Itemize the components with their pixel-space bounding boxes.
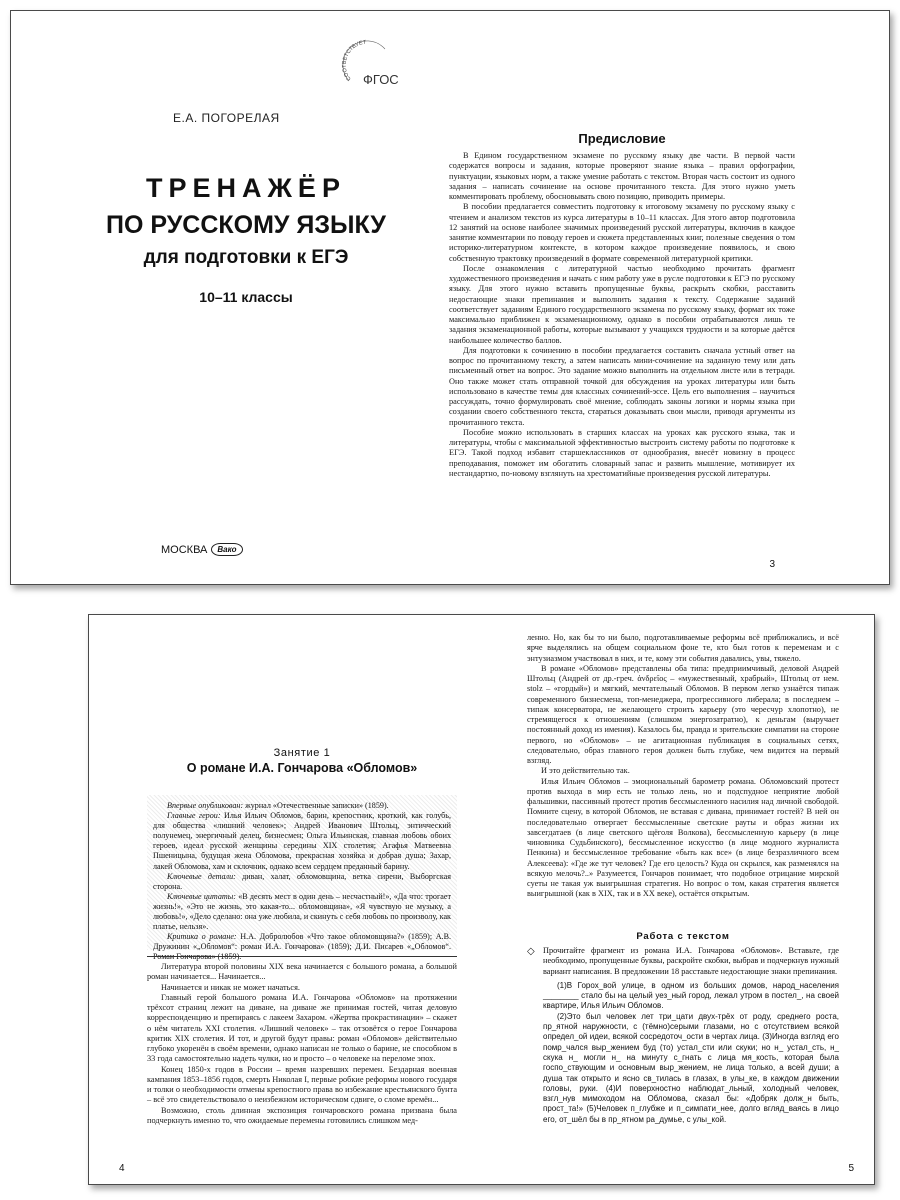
essay-paragraph: Литература второй половины XIX века начинается с большого романа, а большой роман начинается... Начинается... xyxy=(147,962,457,982)
fgos-arc-text: СООТВЕТСТВУЕТ xyxy=(341,39,367,82)
work-with-text-heading: Работа с текстом xyxy=(636,931,730,942)
preface-text xyxy=(449,151,795,479)
essay-left-column xyxy=(147,962,457,1126)
essay-paragraph: ленно. Но, как бы то ни было, подготавливаемые реформы всё приближались, и всё ярче выделялись на общем социальном фоне те, кто был готов к переменам и с энтузиазмом участвовал в них, и те, кому эти события давались, увы, тяжело. xyxy=(527,633,839,663)
fgos-text: ФГОС xyxy=(363,72,399,87)
essay-paragraph: И это действительно так. xyxy=(541,766,630,776)
publisher-city: МОСКВА xyxy=(161,543,208,556)
info-label: Ключевые цитаты: xyxy=(167,891,236,901)
info-label: Главные герои: xyxy=(167,811,221,821)
publisher-logo: Вако xyxy=(211,543,242,556)
lesson-heading xyxy=(147,747,457,775)
book-spread-top xyxy=(10,10,890,585)
info-row xyxy=(153,811,451,872)
info-text: Н.А. Добролюбов «Что такое обломовщина?» (1859); А.В. Дружинин «„Обломов“: роман И.А. Гончарова» (1859); Д.И. Писарев «„Обломов“. xyxy=(153,932,451,952)
info-row xyxy=(153,892,451,932)
task-instruction: Прочитайте фрагмент из романа И.А. Гончарова «Обломов». Вставьте, где необходимо, пропущенные буквы, раскройте скобки, выбрав и подчеркнув нужный вариант написания. В предложении 18 расставьте недостающие знаки препинания. xyxy=(543,946,839,976)
page-number-right: 5 xyxy=(848,1163,854,1174)
preface-paragraph: В Едином государственном экзамене по русскому языку две части. В первой части содержатся вопросы и задания, которые проверяют знание языка – правил орфографии, пунктуации, языковых норм, а также умение работать с текстом. Вторая часть состоит из одного задания – написать сочинение на основе прочитанного текста. Для этого нужно уметь комментировать проблему, обосновывать свою позицию, приводить примеры. xyxy=(449,151,795,201)
essay-paragraph: Илья Ильич Обломов – эмоциональный барометр романа. Обломовский протест против выхода в мир есть не только лень, но и подспудное неприятие любой фальшивки, пассивный протест против бессмысленного насилия над личной свободой. Помните сцену, в которой Обломов, не вставая с дивана, принимает гостей? В ней он последовательно отвергает бессмысленные светские рауты и образ жизни их завсегдатаев (в лице светского щёголя Волкова), бессмысленную карьеру (в лице чиновника Судьбинского), бессмысленное искусство (в лице модного журналиста Пенкина) и бессмысленное требование «быть как все» (в лице безразличного всем Алексеева): «Где же тут человек? Где его целость? Куда он скрылся, как разменялся на всякую мелочь?..» Разумеется, Гончаров понимает, что подобное отрицание мирской суеты не такая уж выигрышная стратегия. Но вопрос о том, какая стратегия является выигрышной (как в XIX, так и в XX веке), остаётся открытым. xyxy=(527,776,839,899)
info-text: журнал «Отечественные записки» (1859). xyxy=(243,801,389,810)
divider xyxy=(147,956,457,957)
grades-label: 10–11 классы xyxy=(199,289,293,305)
essay-paragraph: Возможно, столь длинная экспозиция гончаровского романа призвана была подчеркнуть именно то, что ожидаемые перемены готовились слишком мед- xyxy=(147,1105,457,1125)
essay-paragraph: Конец 1850-х годов в России – время назревших перемен. Бездарная военная кампания 1853–1856 годов, смерть Николая I, первые робкие реформы нового государя и толки о необходимости отмены крепостного права во избежание крестьянского бунта – всё это свидетельствовало о неизбежном историческом сдвиге, о сломе времён... xyxy=(147,1064,457,1105)
task-block xyxy=(527,946,839,1125)
title-line-3: для подготовки к ЕГЭ xyxy=(143,247,349,268)
preface-paragraph: Для подготовки к сочинению в пособии предлагается составить сначала устный ответ на вопрос по прочитанному тексту, а затем написать мини-сочинение на заданную тему или дать письменный ответ на вопрос. Это задание можно выполнить на отдельном листе или в тетради. Оно также может стать отправной точкой для обсуждения на уроках литературы или быть использовано в качестве темы для классных сочинений-эссе. Цель его выполнения – научиться рассуждать, точно формулировать своё мнение, соблюдать законы логики и нормы языка при создании своего собственного текста, стараться доказывать свои мысли, приводя аргументы из прочитанного текста. xyxy=(449,345,795,427)
info-text: диван, халат, обломовщина, ветка сирени, Выборгская сторона. xyxy=(153,871,451,891)
preface-paragraph: В пособии предлагается совместить подготовку к итоговому экзамену по русскому языку с чтением и анализом текстов из курса литературы в 10–11 классах. Для этого автор подготовила 12 занятий на основе наиболее значимых произведений русской литературы, включив в каждое занятие комментарии по поводу героев и сюжета представленных книг, полезные сведения о том историко-литературном контексте, в котором каждое произведение появилось, и свою собственную трактовку произведений в формате современной литературной критики. xyxy=(449,202,795,263)
essay-paragraph: Главный герой большого романа И.А. Гончарова «Обломов» на протяжении трёхсот страниц лежит на диване, на диване же принимая гостей, читая деловую корреспонденцию и препираясь с лакеем Захаром. «Жертва прокрастинации» – скажет о нём читатель XXI столетия. «Лишний человек» – так отзовётся о герое Гончарова критик XIX столетия. И тот, и другой будут правы: роман «Обломов» действительно глубоко укоренён в своём времени, однако написан не только о барине, не способном в 33 года самостоятельно надеть чулки, но и просто – о человеке на переломе эпох. xyxy=(147,992,457,1064)
info-label: Впервые опубликован: xyxy=(167,801,244,810)
excerpt-paragraph: (1)В Горох_вой улице, в одном из больших домов, народ_населения ________ стало бы на целый уез_ный город, лежал утром в постел_, на своей квартире, Илья Ильич Обломов. xyxy=(543,980,839,1011)
lesson-number: Занятие 1 xyxy=(273,747,331,759)
info-text: «В десять мест в один день – несчастный!», «Да что: трогает жизнь!», «Это не жизнь, это какая-то... обломовщина», «Я чувствую не музыку, а любовь!», «Дело сделано: она уже любила, и скинуть с себя любовь по произволу, как платье, нельзя». xyxy=(153,891,451,932)
page-number-left: 4 xyxy=(119,1163,125,1174)
publisher-line xyxy=(161,543,243,556)
info-label: Критика о романе: xyxy=(167,932,237,942)
title-line-1: ТРЕНАЖЁР xyxy=(146,173,346,203)
fgos-logo xyxy=(341,39,399,97)
diamond-icon: ◇ xyxy=(527,946,535,957)
page-number: 3 xyxy=(769,559,775,570)
info-row xyxy=(153,801,451,811)
excerpt-paragraph: (2)Это был человек лет три_цати двух-трёх от роду, среднего роста, пр_ятной наружности, с (тёмно)серыми глазами, но с отсутствием всякой определ_ой идеи, всякой сосредоточ_ости в чертах лица. (3)Иногда взгляд его помр_чался выр_жением буд (то) устал_сти или скуки; но н_ устал_сть, н_ скука н_ могли н_ на минуту с_гнать с лица мя_кость, которая была госпо_ствующим и основным выр_жением, не лица только, а всей души; а душа так открыто и ясно св_тилась в глазах, в улы_ке, в каждом движении головы, руки. (4)И поверхностно наблюдат_льный, холодный человек, взгл_нув мимоходом на Обломова, сказал бы: «Добряк долж_н быть, прост_та!» (5)Человек п_глубже и п_симпати_нее, долго вгляд_ваясь в лицо его, от_шёл бы в пр_ятном ра_думье, с улы_кой. xyxy=(543,1011,839,1124)
preface-paragraph: Пособие можно использовать в старших классах на уроках как русского языка, так и литературы, чтобы с максимальной эффективностью выстроить систему работы по подготовке к ЕГЭ. Такой подход избавит старшеклассников от однообразия, внесёт новизну в процесс преподавания, поможет им обогатить словарный запас и развить мышление, мотивирует их нестандартно, по-новому взглянуть на хрестоматийные произведения русской литературы. xyxy=(449,427,795,478)
info-text: Илья Ильич Обломов, барин, крепостник, кроткий, как голубь, для общества «лишний человек»; Андрей Иванович Штольц, энтичческий полунемец, энергичный делец, бизнесмен; Ольга Ильинская, главная любовь обоих героев, идеал русской женщины середины XIX столетия; Агафья Матвеевна Пшеницына, будущая жена Обломова, прекрасная хозяйка и добрая душа; Захар, лакей Обломова, хам и склочник, однако всем сердцем преданный барину. xyxy=(153,811,452,871)
task-excerpt xyxy=(543,981,839,1125)
info-label: Ключевые детали: xyxy=(167,871,236,881)
novel-info-box xyxy=(147,795,457,950)
essay-right-column xyxy=(527,633,839,900)
essay-paragraph: В романе «Обломов» представлены оба типа: предприимчивый, деловой Андрей Штольц (Андрей от др.-греч. ἀνδρεῖος – «мужественный, храбрый», Штольц от нем. stolz – «гордый») и мягкий, мечтательный Обломов. В первом легко узнаётся типаж современного бизнесмена, топ-менеджера, прогрессивного либерала; в последнем – типаж консерватора, не желающего строить карьеру (это чересчур хлопотно), не стремящегося к отношениям (слишком энергозатратно), к деньгам (выручает постоянный доход из имения). Казалось бы, правда и зрительские симпатии на стороне первого, но «Обломов» – не агитационная публикация в социальных сетях, следовательно, образ главного героя должен быть глубже, чем видится на первый взгляд. xyxy=(527,663,839,765)
book-spread-bottom xyxy=(88,614,875,1185)
preface-title: Предисловие xyxy=(578,131,666,146)
preface-paragraph: После ознакомления с литературной частью необходимо прочитать фрагмент художественного произведения и начать с ним работу уже в русле подготовки к ЕГЭ по русскому языку. Для этого нужно вставить пропущенные буквы, раскрыть скобки, расставить недостающие знаки препинания и выполнить задания к тексту. Содержание заданий соответствует заданиям Единого государственного экзамена по русскому языку, формат их тоже максимально приближен к экзаменационному, однако в пособии отрабатываются лишь те задания экзаменационной работы, которые вызывают у учащихся трудности и за которые даётся наибольшее количество баллов. xyxy=(449,263,795,345)
lesson-title: О романе И.А. Гончарова «Обломов» xyxy=(186,761,418,775)
essay-paragraph: Начинается и никак не может начаться. xyxy=(161,982,300,992)
author-name: Е.А. ПОГОРЕЛАЯ xyxy=(173,111,280,125)
info-row xyxy=(153,932,451,962)
info-row xyxy=(153,872,451,892)
title-line-2: ПО РУССКОМУ ЯЗЫКУ xyxy=(106,211,386,239)
